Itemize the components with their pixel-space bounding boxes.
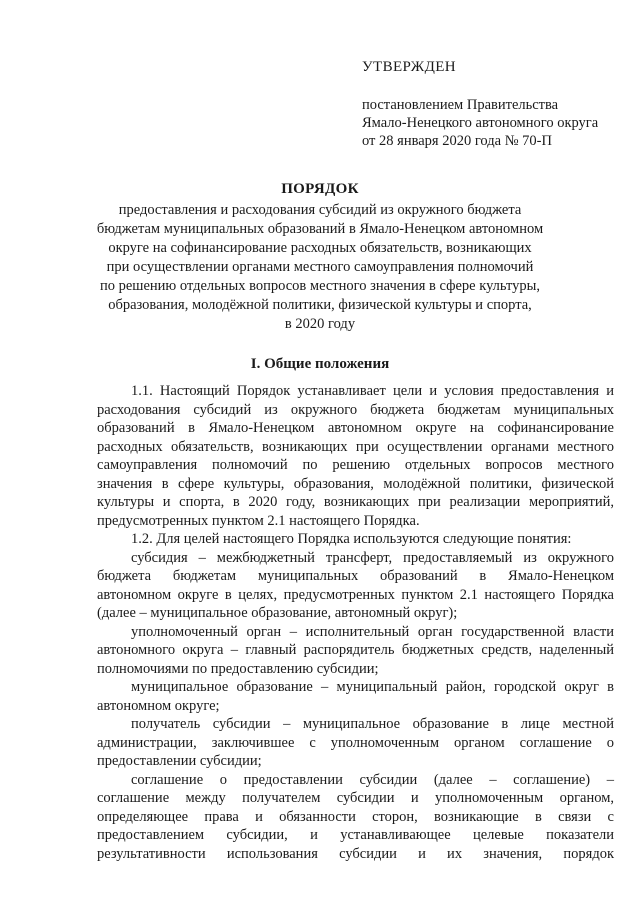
section-heading: I. Общие положения	[250, 356, 390, 372]
text-line: бюджета бюджетам муниципальных образований в Ямало-Ненецком	[97, 568, 614, 584]
text-line: расходования субсидий из окружного бюджета бюджетам муниципальных	[97, 401, 614, 418]
text-line: полномочиями по предоставлению субсидии;	[97, 660, 379, 677]
text-line: предоставлении субсидии;	[97, 753, 262, 769]
text-line: субсидия – межбюджетный трансферт, предоставляемый из окружного	[131, 549, 614, 566]
text-line: администрации, заключившее с уполномоченным органом соглашение о	[97, 734, 614, 751]
document-subtitle-line: по решению отдельных вопросов местного значения в сфере культуры,	[99, 278, 540, 294]
body-text	[97, 382, 614, 863]
text-line: 1.1. Настоящий Порядок устанавливает цели и условия предоставления и	[131, 383, 614, 399]
text-line: автономном округе;	[97, 697, 220, 714]
approval-line: от 28 января 2020 года № 70-П	[362, 133, 552, 149]
text-line: самоуправления полномочий по решению отдельных вопросов местного	[97, 457, 614, 473]
text-line: 1.2. Для целей настоящего Порядка используются следующие понятия:	[131, 531, 572, 547]
approval-line: Ямало-Ненецкого автономного округа	[362, 115, 599, 131]
text-line: уполномоченный орган – исполнительный орган государственной власти	[131, 623, 614, 640]
paragraph-definition-municipality	[97, 678, 614, 715]
approval-line: постановлением Правительства	[362, 97, 559, 113]
document-title: ПОРЯДОК	[281, 181, 359, 197]
document-subtitle-line: в 2020 году	[284, 316, 356, 332]
paragraph-definition-authorized-body	[97, 623, 614, 679]
text-line: результативности использования субсидии и их значения, порядок	[97, 845, 614, 862]
document-subtitle-line: округе на софинансирование расходных обязательств, возникающих	[108, 240, 532, 256]
text-line: муниципальное образование – муниципальный район, городской округ в	[131, 679, 614, 695]
approval-block	[362, 58, 602, 150]
text-line: культуры и спорта, в 2020 году, возникающих при реализации мероприятий,	[97, 494, 614, 510]
paragraph-definition-agreement	[97, 771, 614, 864]
document-subtitle-line: бюджетам муниципальных образований в Ямало-Ненецком автономном	[96, 221, 544, 237]
document-subtitle-line: образования, молодёжной политики, физической культуры и спорта,	[108, 297, 532, 313]
text-line: получатель субсидии – муниципальное образование в лице местной	[131, 716, 614, 732]
text-line: расходных обязательств, возникающих при осуществлении органами местного	[97, 438, 614, 455]
paragraph-1-2	[97, 530, 614, 549]
text-line: определяющее права и обязанности сторон, возникающие в связи с	[97, 808, 614, 825]
approval-title: УТВЕРЖДЕН	[362, 59, 457, 75]
text-line: соглашение о предоставлении субсидии (далее – соглашение) –	[131, 771, 614, 788]
paragraph-1-1	[97, 382, 614, 530]
text-line: соглашение между получателем субсидии и уполномоченным органом,	[97, 790, 614, 806]
paragraph-definition-recipient	[97, 715, 614, 771]
text-line: образований в Ямало-Ненецком автономном округе на софинансирование	[97, 420, 614, 436]
text-line: автономного округа – главный распорядитель бюджетных средств, наделенный	[97, 642, 614, 658]
document-subtitle-line: предоставления и расходования субсидий из окружного бюджета	[118, 202, 522, 218]
text-line: предоставлением субсидии, и устанавливающее целевые показатели	[97, 827, 614, 843]
document-subtitle-line: при осуществлении органами местного самоуправления полномочий	[106, 259, 534, 275]
document-title-block	[80, 180, 560, 334]
text-line: (далее – муниципальное образование, автономный округ);	[97, 605, 458, 621]
text-line: значения в сфере культуры, образования, молодёжной политики, физической	[97, 475, 614, 492]
text-line: автономном округе в целях, предусмотренных пунктом 2.1 настоящего Порядка	[97, 586, 614, 603]
text-line: предусмотренных пунктом 2.1 настоящего Порядка.	[97, 512, 420, 529]
paragraph-definition-subsidy	[97, 549, 614, 623]
